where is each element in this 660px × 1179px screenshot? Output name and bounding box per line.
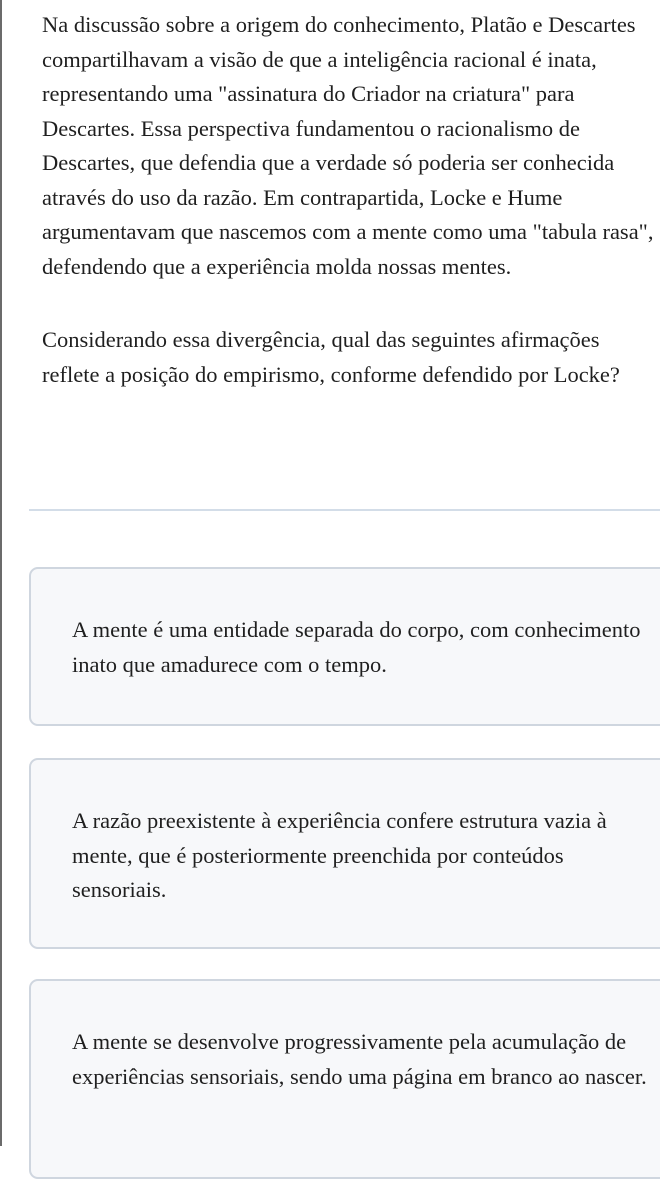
answer-option-2-text: A razão preexistente à experiência confere estrutura vazia à mente, que é posteriormente preenchida por conteúdos sensoriais.: [72, 808, 607, 902]
question-block: [42, 8, 660, 392]
answer-option-3[interactable]: [29, 979, 660, 1179]
question-intro: Na discussão sobre a origem do conhecimento, Platão e Descartes compartilhavam a visão de que a inteligência racional é inata, representando uma "assinatura do Criador na criatura" para Descartes. Essa perspectiva fundamentou o racionalismo de Descartes, que defendia que a verdade só poderia ser conhecida através do uso da razão. Em contrapartida, Locke e Hume argumentavam que nascemos com a mente como uma "tabula rasa", defendendo que a experiência molda nossas mentes.: [42, 12, 654, 279]
answer-option-1-text: A mente é uma entidade separada do corpo, com conhecimento inato que amadurece com o tempo.: [72, 617, 641, 677]
answer-option-1[interactable]: [29, 567, 660, 726]
divider: [29, 509, 660, 511]
answer-option-2[interactable]: [29, 758, 660, 949]
left-border: [0, 0, 2, 1146]
question-prompt: Considerando essa divergência, qual das seguintes afirmações reflete a posição do empirismo, conforme defendido por Locke?: [42, 327, 620, 387]
answer-option-3-text: A mente se desenvolve progressivamente pela acumulação de experiências sensoriais, sendo uma página em branco ao nascer.: [72, 1029, 647, 1089]
